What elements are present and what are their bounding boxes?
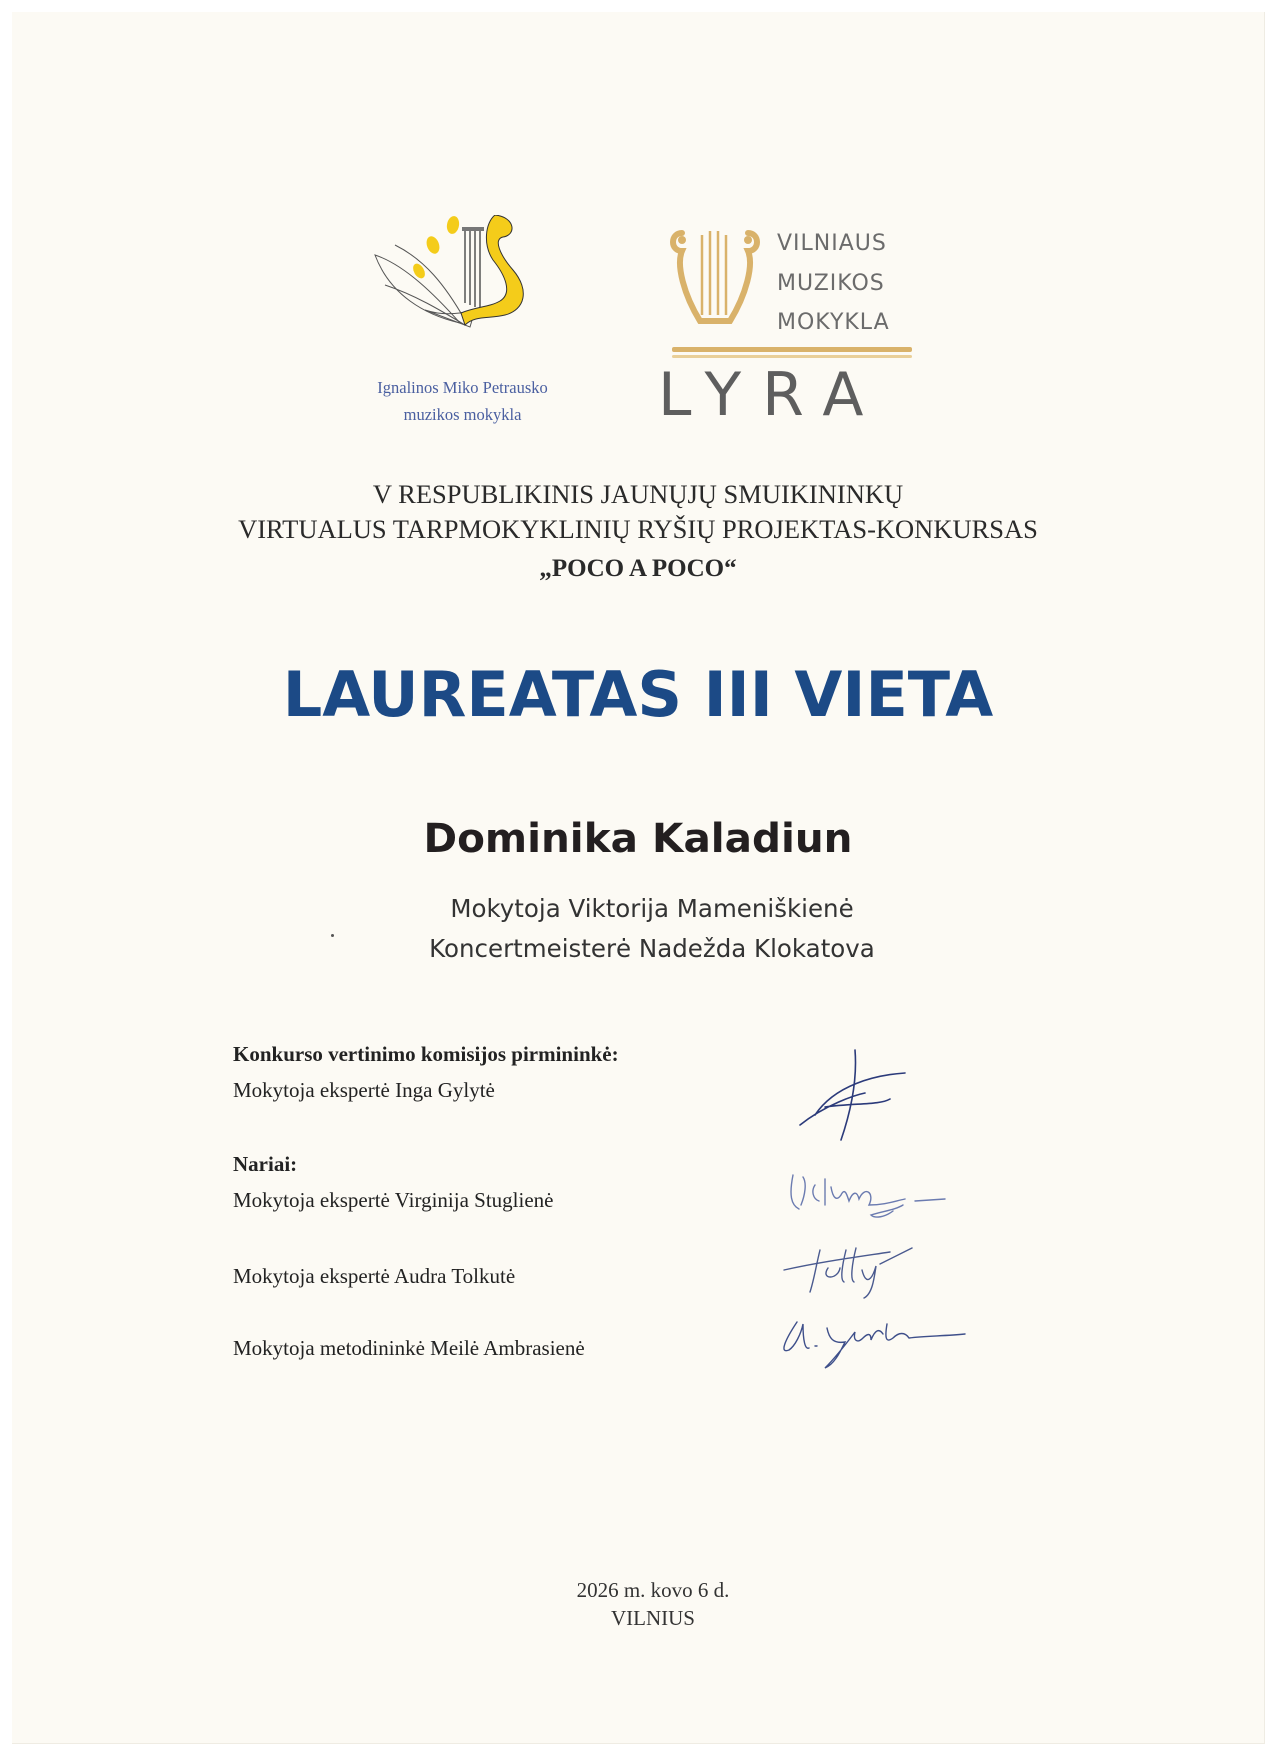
lyra-name-line1: VILNIAUS — [777, 231, 887, 256]
jury-members-heading: Nariai: — [233, 1152, 298, 1176]
jury-member-2: Mokytoja ekspertė Audra Tolkutė — [233, 1264, 516, 1288]
event-title-line1: V RESPUBLIKINIS JAUNŲJŲ SMUIKININKŲ — [372, 479, 904, 509]
event-title-line2: VIRTUALUS TARPMOKYKLINIŲ RYŠIŲ PROJEKTAS-KONKURSAS — [238, 514, 1038, 544]
teacher-line: Mokytoja Viktorija Mameniškienė — [450, 894, 854, 923]
lyra-divider-bar — [672, 347, 912, 352]
winner-name: Dominika Kaladiun — [423, 814, 853, 862]
ignalina-school-caption — [340, 374, 585, 428]
signature-chair — [795, 1045, 915, 1145]
signature-member-1 — [785, 1165, 960, 1230]
jury-member-1: Mokytoja ekspertė Virginija Stuglienė — [233, 1188, 554, 1212]
lyra-divider-bar-thin — [672, 355, 912, 358]
stray-dot — [331, 934, 334, 937]
jury-chair-name: Mokytoja ekspertė Inga Gylytė — [233, 1078, 495, 1102]
lyra-brand-wordmark: LYRA — [658, 360, 885, 430]
signature-member-3 — [775, 1310, 970, 1380]
lyra-harp-icon — [670, 225, 760, 325]
event-title-line3: „POCO A POCO“ — [539, 555, 737, 582]
lyra-name-line3: MOKYKLA — [777, 310, 890, 335]
accompanist-line: Koncertmeisterė Nadežda Klokatova — [429, 934, 875, 963]
ignalina-school-logo — [365, 215, 565, 335]
certificate-page — [12, 12, 1265, 1744]
lyra-name-line2: MUZIKOS — [777, 270, 885, 296]
ignalina-caption-line2: muzikos mokykla — [403, 405, 522, 424]
jury-chair-heading: Konkurso vertinimo komisijos pirmininkė: — [233, 1042, 619, 1066]
ignalina-caption-line1: Ignalinos Miko Petrausko — [377, 378, 548, 397]
signature-member-2 — [780, 1240, 920, 1300]
lyra-school-name — [777, 224, 927, 343]
issue-city: VILNIUS — [611, 1606, 695, 1630]
jury-member-3: Mokytoja metodininkė Meilė Ambrasienė — [233, 1336, 585, 1360]
award-title: LAUREATAS III VIETA — [282, 658, 994, 731]
issue-date: 2026 m. kovo 6 d. — [576, 1578, 730, 1602]
